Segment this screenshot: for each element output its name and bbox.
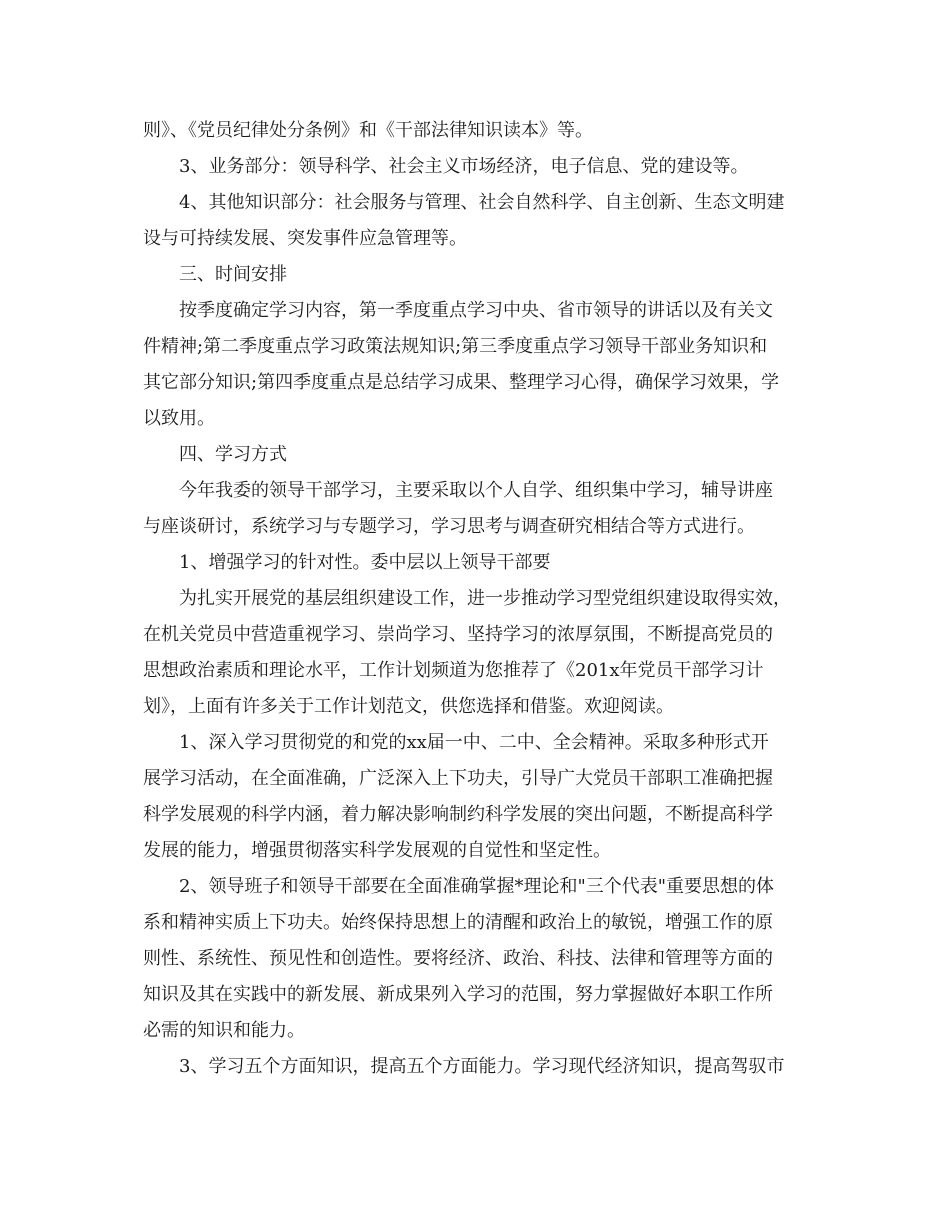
text-line: 今年我委的领导干部学习，主要采取以个人自学、组织集中学习，辅导讲座: [179, 480, 773, 501]
paragraph: [143, 473, 813, 545]
text-line: 与座谈研讨，系统学习与专题学习，学习思考与调查研究相结合等方式进行。: [143, 516, 755, 537]
text-line: 为扎实开展党的基层组织建设工作，进一步推动学习型党组织建设取得实效，: [179, 588, 791, 609]
paragraph: [143, 869, 813, 1049]
paragraph: [143, 113, 813, 149]
text-line: 系和精神实质上下功夫。始终保持思想上的清醒和政治上的敏锐，增强工作的原: [143, 912, 773, 933]
paragraph: [143, 725, 813, 869]
paragraph: [143, 257, 813, 293]
text-line: 以致用。: [143, 408, 215, 429]
text-line: 按季度确定学习内容，第一季度重点学习中央、省市领导的讲话以及有关文: [179, 300, 773, 321]
text-line: 其它部分知识;第四季度重点是总结学习成果、整理学习心得，确保学习效果，学: [143, 372, 780, 393]
text-line: 知识及其在实践中的新发展、新成果列入学习的范围，努力掌握做好本职工作所: [143, 984, 773, 1005]
text-line: 展学习活动，在全面准确，广泛深入上下功夫，引导广大党员干部职工准确把握: [143, 768, 773, 789]
text-line: 2、领导班子和领导干部要在全面准确掌握*理论和"三个代表"重要思想的体: [179, 876, 775, 897]
text-line: 则》、《党员纪律处分条例》和《干部法律知识读本》等。: [143, 120, 593, 141]
paragraph: [143, 581, 813, 725]
text-line: 1、增强学习的针对性。委中层以上领导干部要: [179, 552, 551, 573]
text-line: 3、学习五个方面知识，提高五个方面能力。学习现代经济知识，提高驾驭市: [179, 1056, 785, 1077]
paragraph: [143, 293, 813, 437]
text-line: 设与可持续发展、突发事件应急管理等。: [143, 228, 467, 249]
text-line: 则性、系统性、预见性和创造性。要将经济、政治、科技、法律和管理等方面的: [143, 948, 773, 969]
text-line: 思想政治素质和理论水平，工作计划频道为您推荐了《201x年党员干部学习计: [143, 660, 764, 681]
text-line: 件精神;第二季度重点学习政策法规知识;第三季度重点学习领导干部业务知识和: [143, 336, 768, 357]
paragraph: [143, 437, 813, 473]
paragraph: [143, 545, 813, 581]
text-line: 4、其他知识部分：社会服务与管理、社会自然科学、自主创新、生态文明建: [179, 192, 785, 213]
text-line: 发展的能力，增强贯彻落实科学发展观的自觉性和坚定性。: [143, 840, 611, 861]
paragraph: [143, 1049, 813, 1085]
text-line: 四、学习方式: [179, 444, 287, 465]
text-line: 3、业务部分：领导科学、社会主义市场经济，电子信息、党的建设等。: [179, 156, 749, 177]
text-line: 1、深入学习贯彻党的和党的xx届一中、二中、全会精神。采取多种形式开: [179, 732, 769, 753]
paragraph: [143, 185, 813, 257]
text-line: 在机关党员中营造重视学习、崇尚学习、坚持学习的浓厚氛围，不断提高党员的: [143, 624, 773, 645]
text-line: 科学发展观的科学内涵，着力解决影响制约科学发展的突出问题，不断提高科学: [143, 804, 773, 825]
text-line: 三、时间安排: [179, 264, 287, 285]
text-line: 划》，上面有许多关于工作计划范文，供您选择和借鉴。欢迎阅读。: [143, 696, 674, 717]
text-line: 必需的知识和能力。: [143, 1020, 305, 1041]
paragraph: [143, 149, 813, 185]
document-body: [143, 113, 813, 1085]
